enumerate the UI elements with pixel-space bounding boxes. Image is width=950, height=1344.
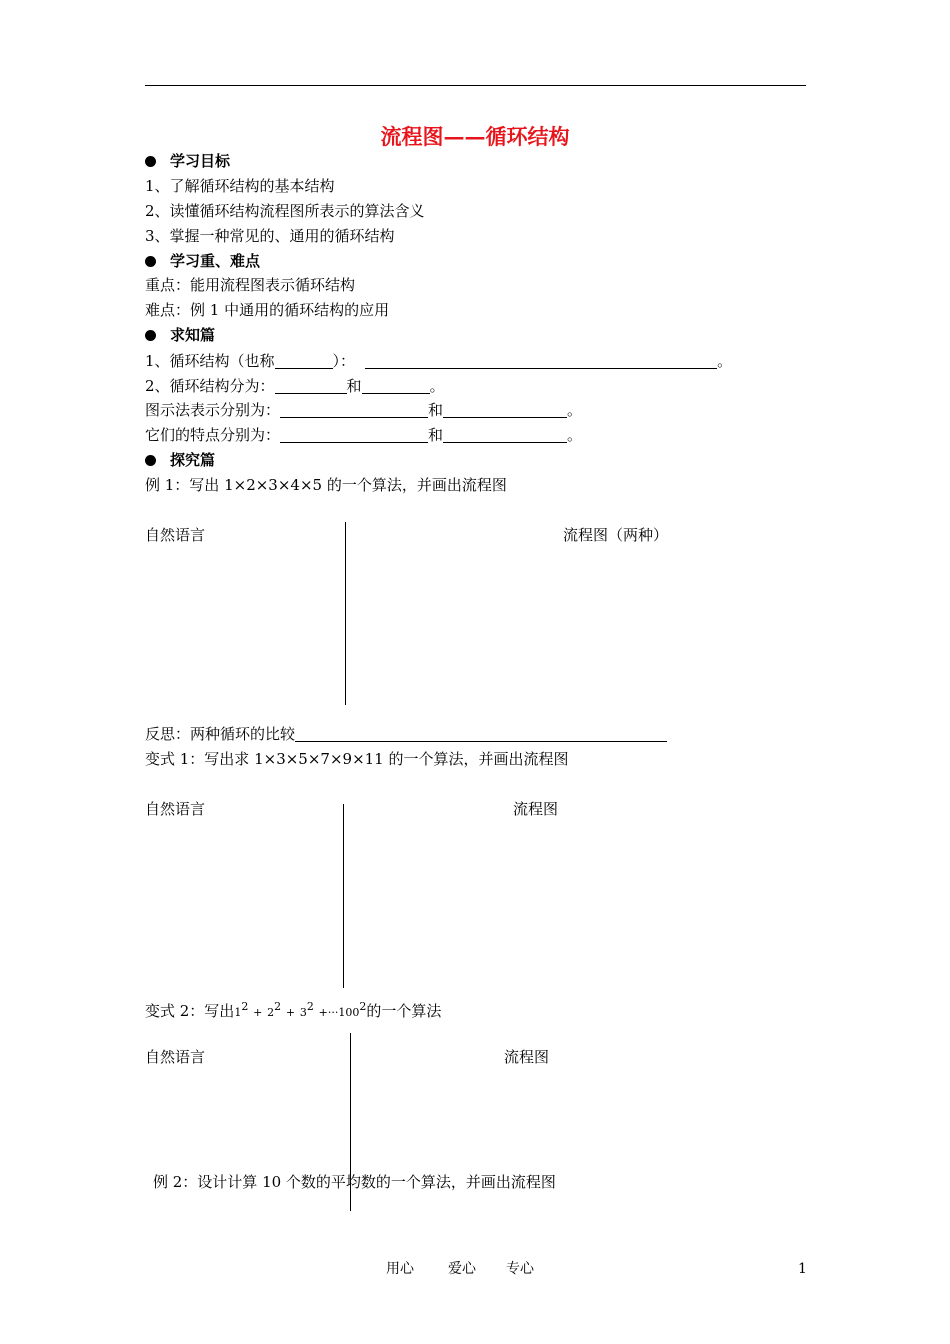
question-4: 它们的特点分别为： 和 。: [145, 426, 583, 444]
goal-item: 3、掌握一种常见的、通用的循环结构: [145, 227, 395, 245]
fill-blank[interactable]: [275, 354, 333, 369]
section-heading-explore: 探究篇: [145, 450, 215, 470]
page-number: 1: [798, 1261, 807, 1277]
column-label-flowchart: 流程图: [513, 800, 559, 818]
footer-motto-3: 专心: [506, 1261, 534, 1277]
sum-of-squares-expression: $1^2 + 2^2 + 3^2 +\cdot\cdot\cdot 100^2$: [234, 1000, 367, 1019]
bullet-icon: [145, 330, 156, 341]
column-divider: [343, 804, 344, 988]
bullet-icon: [145, 455, 156, 466]
page-title: 流程图——循环结构: [380, 124, 570, 149]
fill-blank[interactable]: [365, 354, 717, 369]
column-label-flowchart: 流程图: [504, 1048, 550, 1066]
fill-blank[interactable]: [275, 379, 347, 394]
column-label-natural-language: 自然语言: [145, 800, 206, 818]
variant-1-prompt: 变式 1：写出求 1×3×5×7×9×11 的一个算法，并画出流程图: [145, 750, 569, 768]
reflection-line: 反思：两种循环的比较: [145, 724, 667, 744]
key-point-item: 重点：能用流程图表示循环结构: [145, 276, 356, 294]
fill-blank[interactable]: [280, 403, 428, 418]
fill-blank[interactable]: [443, 403, 567, 418]
goal-item: 1、了解循环结构的基本结构: [145, 177, 335, 195]
question-3: 图示法表示分别为： 和 。: [145, 401, 583, 419]
example-1-prompt: 例 1：写出 1×2×3×4×5 的一个算法，并画出流程图: [145, 476, 507, 494]
example-2-prompt: 例 2：设计计算 10 个数的平均数的一个算法，并画出流程图: [153, 1173, 556, 1191]
column-label-natural-language: 自然语言: [145, 1048, 206, 1066]
column-label-flowchart: 流程图（两种）: [563, 526, 669, 544]
section-heading-key-points: 学习重、难点: [145, 251, 260, 271]
question-1: 1、循环结构（也称 ）： 。: [145, 352, 733, 370]
question-2: 2、循环结构分为： 和 。: [145, 377, 445, 395]
fill-blank[interactable]: [362, 379, 430, 394]
column-divider: [345, 522, 346, 705]
difficult-point-item: 难点：例 1 中通用的循环结构的应用: [145, 301, 390, 319]
fill-blank[interactable]: [443, 428, 567, 443]
footer-motto-2: 爱心: [448, 1261, 476, 1277]
fill-blank[interactable]: [280, 428, 428, 443]
section-heading-goals: 学习目标: [145, 151, 230, 171]
goal-item: 2、读懂循环结构流程图所表示的算法含义: [145, 202, 425, 220]
section-heading-knowledge: 求知篇: [145, 325, 215, 345]
column-label-natural-language: 自然语言: [145, 526, 206, 544]
variant-2-prompt: 变式 2：写出$1^2 + 2^2 + 3^2 +\cdot\cdot\cdot 100^2$的一个算法: [145, 1000, 442, 1020]
bullet-icon: [145, 156, 156, 167]
bullet-icon: [145, 256, 156, 267]
header-rule: [145, 85, 806, 86]
footer-motto-1: 用心: [386, 1261, 414, 1277]
fill-blank[interactable]: [295, 727, 667, 742]
